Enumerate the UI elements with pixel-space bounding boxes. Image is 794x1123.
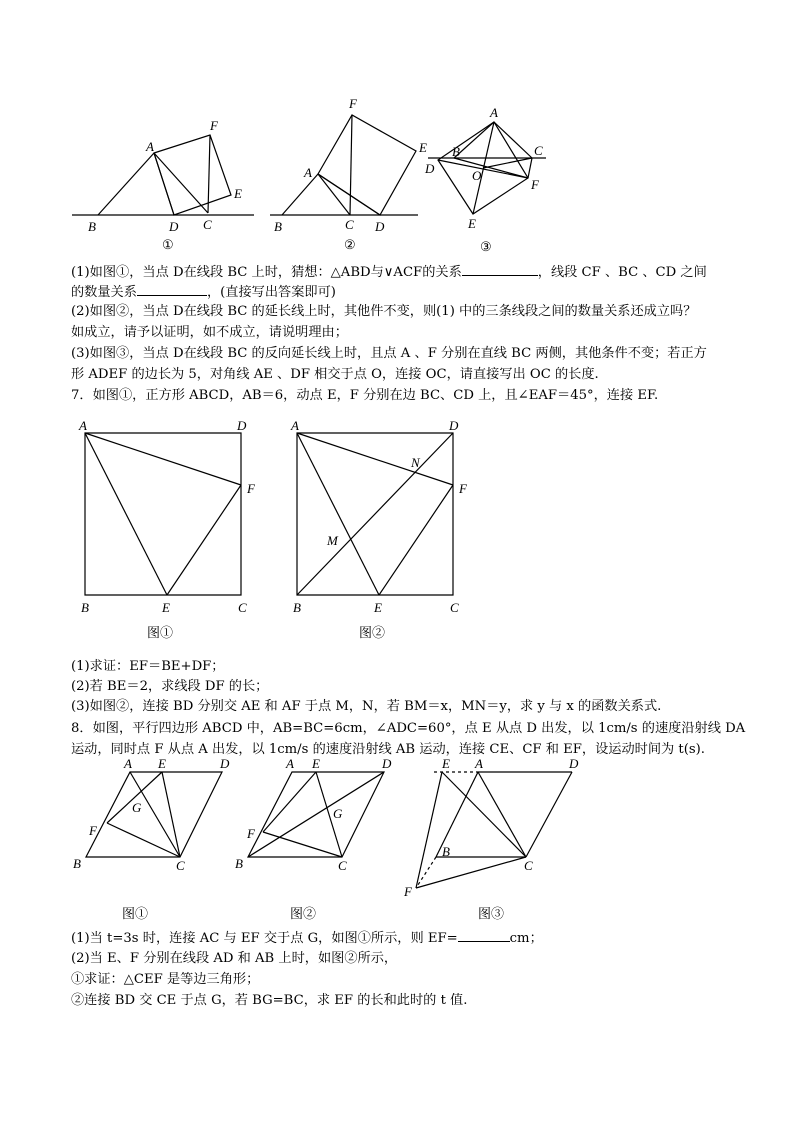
segment-ef xyxy=(167,485,241,595)
figure-7-1 xyxy=(75,415,275,645)
problem6-q3-line2: 形 ADEF 的边长为 5，对角线 AE 、DF 相交于点 O，连接 OC，请直接写出 OC 的长度. xyxy=(71,367,599,382)
label-o: O xyxy=(472,168,482,183)
segment-cf xyxy=(107,823,180,857)
label-a: A xyxy=(490,105,498,120)
label-c: C xyxy=(338,858,347,873)
problem6-q1-text-b: ，线段 CF 、BC 、CD 之间 xyxy=(537,265,707,280)
segment-ac xyxy=(154,153,208,213)
label-a: A xyxy=(124,756,132,771)
problem6-q1-line2 xyxy=(71,283,336,302)
label-f: F xyxy=(247,826,255,841)
problem6-q2-line1: (2)如图②，当点 D在线段 BC 的延长线上时，其他件不变，则(1) 中的三条线段之间的数量关系还成立吗？ xyxy=(71,304,697,319)
problem7-q2: (2)若 BE＝2，求线段 DF 的长； xyxy=(71,679,269,694)
problem6-q2-line2: 如成立，请予以证明，如不成立，请说明理由； xyxy=(71,325,348,340)
label-c: C xyxy=(203,217,212,232)
figure-6-2 xyxy=(268,95,428,260)
problem6-q1-line1 xyxy=(71,263,707,282)
label-e: E xyxy=(468,216,476,231)
label-f: F xyxy=(531,177,539,192)
label-c: C xyxy=(238,600,247,615)
caption: 图③ xyxy=(478,906,505,921)
segment-af xyxy=(297,433,453,485)
label-b: B xyxy=(274,219,282,234)
label-g: G xyxy=(132,800,142,815)
problem8-q2: (2)当 E、F 分别在线段 AD 和 AB 上时，如图②所示， xyxy=(71,951,398,966)
figure-8-3 xyxy=(402,756,592,925)
square-abcd xyxy=(85,433,241,595)
problem8-q1-text-a: (1)当 t=3s 时，连接 AC 与 EF 交于点 G，如图①所示，则 EF= xyxy=(71,931,458,946)
problem8-q2-2: ②连接 BD 交 CE 于点 G，若 BG=BC，求 EF 的长和此时的 t 值. xyxy=(71,993,468,1008)
square-adef xyxy=(154,135,231,215)
label-f: F xyxy=(210,118,218,133)
label-b: B xyxy=(293,600,301,615)
label-b: B xyxy=(88,219,96,234)
segment-ef xyxy=(263,772,316,832)
segment-cf xyxy=(416,857,526,888)
segment-cf xyxy=(350,115,352,215)
label-d: D xyxy=(169,219,179,234)
segment-af xyxy=(85,433,241,485)
problem6-q3-line1: (3)如图③，当点 D在线段 BC 的反向延长线上时，且点 A 、F 分别在直线 BC 两侧，其他条件不变；若正方 xyxy=(71,346,707,361)
diagonal-bd xyxy=(297,433,453,595)
label-d: D xyxy=(449,418,459,433)
caption: 图① xyxy=(122,906,149,921)
label-f: F xyxy=(349,96,357,111)
segment-cf xyxy=(208,135,210,213)
label-a: A xyxy=(475,756,483,771)
label-d: D xyxy=(382,756,392,771)
caption: 图② xyxy=(359,625,386,640)
figure-8-2 xyxy=(232,756,407,925)
label-e: E xyxy=(312,756,320,771)
problem8-q1 xyxy=(71,929,543,948)
label-e: E xyxy=(442,756,450,771)
label-e: E xyxy=(419,140,427,155)
label-d: D xyxy=(425,161,435,176)
label-d: D xyxy=(220,756,230,771)
segment-ac xyxy=(318,174,350,215)
problem8-stem-line1: 8．如图，平行四边形 ABCD 中，AB=BC=6cm，∠ADC=60°，点 E 从点 D 出发，以 1cm/s 的速度沿射线 DA xyxy=(71,721,746,736)
segment-ab xyxy=(282,174,318,215)
square-adef xyxy=(318,115,416,215)
problem6-q1-text-a: (1)如图①，当点 D在线段 BC 上时，猜想：△ABD与∨ACF的关系 xyxy=(71,265,462,280)
answer-blank[interactable] xyxy=(458,929,510,942)
label-n: N xyxy=(411,455,420,470)
problem8-stem-line2: 运动，同时点 F 从点 A 出发，以 1cm/s 的速度沿射线 AB 运动，连接 CE、CF 和 EF，设运动时间为 t(s). xyxy=(71,742,705,757)
segment-ae xyxy=(85,433,167,595)
label-a: A xyxy=(146,139,154,154)
figure-6-1 xyxy=(68,95,258,260)
diagonal-ac xyxy=(478,772,526,857)
segment-ab xyxy=(98,153,154,215)
label-b: B xyxy=(452,144,460,159)
label-a: A xyxy=(79,418,87,433)
problem6-q1-text-c: 的数量关系 xyxy=(71,285,137,300)
label-e: E xyxy=(374,600,382,615)
label-b: B xyxy=(442,844,450,859)
segment-ab xyxy=(454,122,494,158)
label-d: D xyxy=(375,219,385,234)
segment-ce xyxy=(162,772,180,857)
figure-7-2 xyxy=(287,415,487,645)
label-f: F xyxy=(89,823,97,838)
segment-ae xyxy=(297,433,379,595)
segment-ce xyxy=(442,772,526,857)
label-c: C xyxy=(450,600,459,615)
problem7-stem: 7．如图①，正方形 ABCD，AB＝6，动点 E，F 分别在边 BC、CD 上，且∠EAF＝45°，连接 EF. xyxy=(71,388,659,403)
label-d: D xyxy=(237,418,247,433)
label-e: E xyxy=(162,600,170,615)
label-c: C xyxy=(524,858,533,873)
label-c: C xyxy=(534,143,543,158)
label-a: A xyxy=(304,165,312,180)
label-m: M xyxy=(327,533,338,548)
figure-8-1 xyxy=(70,756,245,925)
label-a: A xyxy=(291,418,299,433)
label-e: E xyxy=(158,756,166,771)
label-a: A xyxy=(286,756,294,771)
label-c: C xyxy=(345,217,354,232)
segment-cf xyxy=(263,832,342,857)
label-e: E xyxy=(234,186,242,201)
label-f: F xyxy=(459,481,467,496)
problem8-q1-text-b: cm； xyxy=(509,931,543,946)
label-g: G xyxy=(333,806,343,821)
segment-ef xyxy=(416,772,442,888)
label-d: D xyxy=(569,756,579,771)
label-b: B xyxy=(73,856,81,871)
label-f: F xyxy=(404,884,412,899)
answer-blank[interactable] xyxy=(137,283,207,296)
problem7-q1: (1)求证：EF＝BE+DF； xyxy=(71,659,225,674)
answer-blank[interactable] xyxy=(462,263,538,276)
caption: 图① xyxy=(147,625,174,640)
segment-oc xyxy=(483,158,532,168)
problem8-q2-1: ①求证：△CEF 是等边三角形； xyxy=(71,972,260,987)
segment-cf xyxy=(528,158,532,178)
label-b: B xyxy=(81,600,89,615)
caption: ① xyxy=(162,237,174,252)
side-dc xyxy=(526,772,572,857)
label-f: F xyxy=(247,481,255,496)
caption: ③ xyxy=(480,239,492,254)
label-b: B xyxy=(235,856,243,871)
caption: 图② xyxy=(290,906,317,921)
caption: ② xyxy=(344,237,356,252)
segment-ef xyxy=(379,485,453,595)
label-c: C xyxy=(176,858,185,873)
problem7-q3: (3)如图②，连接 BD 分别交 AE 和 AF 于点 M，N，若 BM＝x，MN＝y，求 y 与 x 的函数关系式. xyxy=(71,699,662,714)
diagonal-df xyxy=(438,160,528,178)
figure-6-3 xyxy=(422,100,557,260)
problem6-q1-text-d: ，(直接写出答案即可) xyxy=(206,285,336,300)
